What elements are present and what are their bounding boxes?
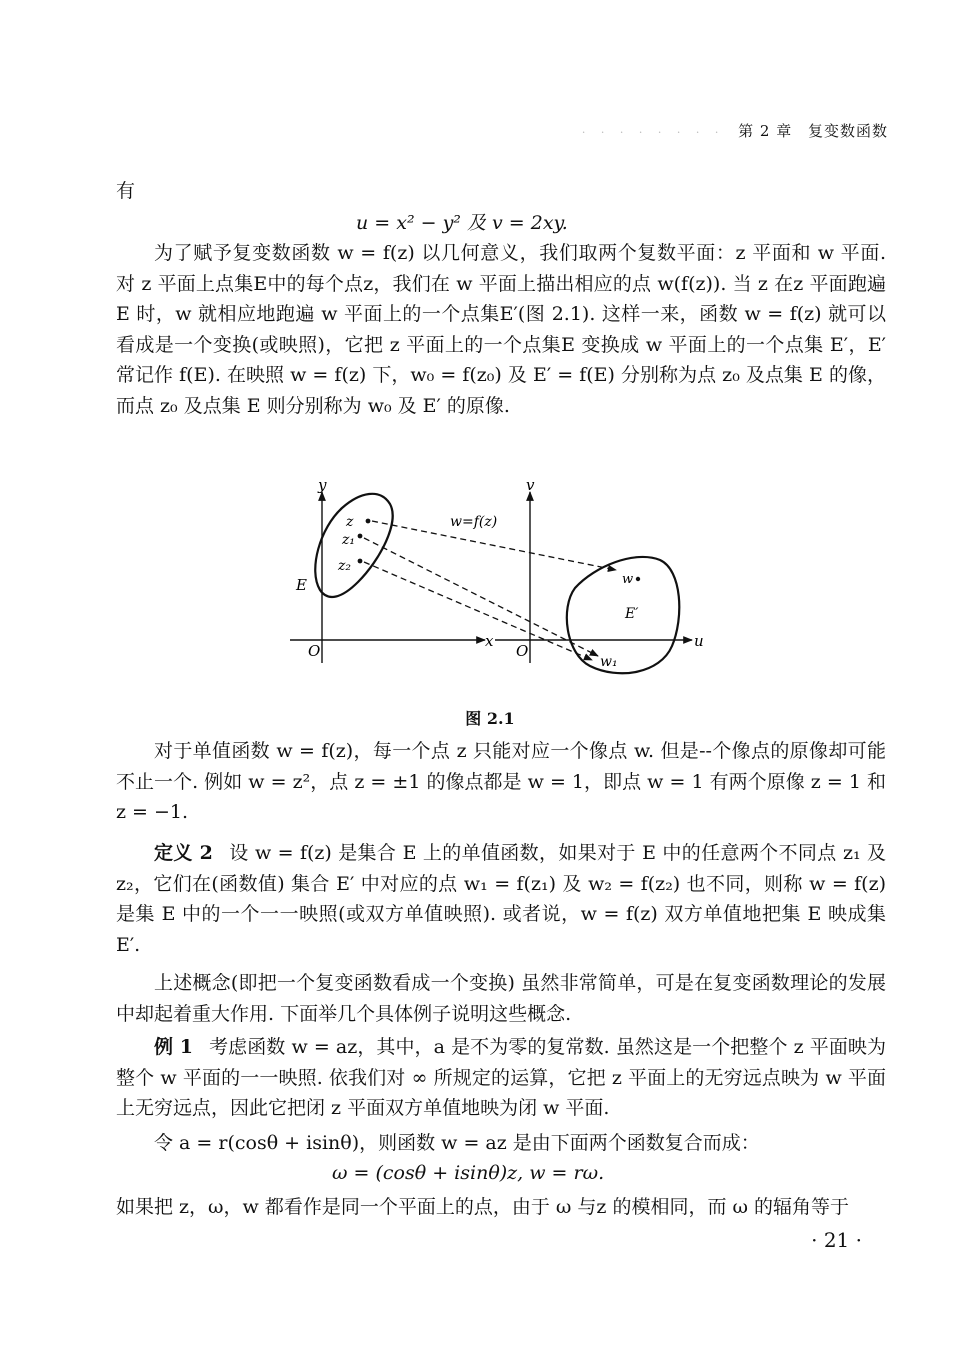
paragraph-concept: 上述概念(即把一个复变函数看成一个变换) 虽然非常简单，可是在复变函数理论的发展中却起着重大作用. 下面举几个具体例子说明这些概念.: [116, 972, 886, 1025]
label-z2: z₂: [338, 558, 351, 574]
label-w: w: [622, 572, 634, 587]
point-z: [366, 519, 371, 524]
paragraph-let-a: 令 a = r(cosθ + isinθ)，则函数 w = az 是由下面两个函数复合而成：: [154, 1132, 760, 1154]
text-you: 有: [116, 180, 136, 202]
running-header: [582, 120, 888, 141]
paragraph-example-1: [116, 1032, 886, 1124]
label-y: y: [318, 478, 327, 494]
paragraph-single-valued: 对于单值函数 w = f(z)，每一个点 z 只能对应一个像点 w. 但是--个像点的原像却可能不止一个. 例如 w = z²，点 z = ±1 的像点都是 w = 1，即点 w = 1 有两个原像 z = 1 和 z = −1.: [116, 740, 886, 823]
definition-label: 定义 2: [154, 842, 213, 864]
label-e: E: [296, 576, 307, 594]
label-z1: z₁: [342, 532, 355, 548]
label-e-prime: E′: [625, 606, 639, 622]
equation-omega: ω = (cosθ + isinθ)z, w = rω.: [332, 1162, 605, 1184]
map-arrow-z2: [364, 562, 592, 660]
example-text: 考虑函数 w = az，其中，a 是不为零的复常数. 虽然这是一个把整个 z 平面映为整个 w 平面的一一映照. 依我们对 ∞ 所规定的运算，它把 z 平面上的无穷远点映为 w 平面上无穷远点，因此它把闭 z 平面双方单值地映为闭 w 平面.: [116, 1036, 886, 1119]
point-w: [636, 577, 640, 581]
paragraph-z-omega-w: 如果把 z，ω，w 都看作是同一个平面上的点，由于 ω 与z 的模相同，而 ω 的辐角等于: [116, 1196, 850, 1218]
label-v: v: [526, 478, 535, 494]
header-chapter: 第 2 章: [738, 122, 793, 140]
label-w1: w₁: [600, 654, 618, 670]
map-arrow-z1: [364, 538, 598, 656]
label-origin-right: O: [516, 642, 529, 660]
definition-text: 设 w = f(z) 是集合 E 上的单值函数，如果对于 E 中的任意两个不同点 z₁ 及 z₂，它们在(函数值) 集合 E′ 中对应的点 w₁ = f(z₁) 及 w₂ = f(z₂) 也不同，则称 w = f(z) 是集 E 中的一个一一映照(或双方单值映照). 或者说，w = f(z) 双方单值地把集 E 映成集 E′.: [116, 842, 886, 956]
paragraph-definition-2: [116, 838, 886, 960]
label-u: u: [694, 632, 704, 650]
header-title: 复变数函数: [807, 122, 888, 140]
point-z1: [358, 534, 363, 539]
label-z: z: [346, 514, 354, 530]
label-map: w=f(z): [450, 514, 498, 530]
paragraph-geometric-meaning: 为了赋予复变数函数 w = f(z) 以几何意义，我们取两个复数平面：z 平面和 w 平面. 对 z 平面上点集E中的每个点z，我们在 w 平面上描出相应的点 w(f(z)). 当 z 在z 平面跑遍 E 时，w 就相应地跑遍 w 平面上的一个点集E′(图 2.1). 这样一来，函数 w = f(z) 就可以看成是一个变换(或映照)，它把 z 平面上的一个点集E 变换成 w 平面上的一个点集 E′，E′ 常记作 f(E). 在映照 w = f(z) 下，w₀ = f(z₀) 及 E′ = f(E) 分别称为点 z₀ 及点集 E 的像，而点 z₀ 及点集 E 则分别称为 w₀ 及 E′ 的原像.: [116, 242, 886, 417]
header-dots: · · · · · · · ·: [581, 126, 725, 139]
example-label: 例 1: [154, 1036, 193, 1058]
figure-2-1: [280, 478, 720, 698]
label-x: x: [485, 632, 494, 650]
equation-uv: u = x² − y² 及 v = 2xy.: [356, 212, 568, 234]
point-z2: [358, 559, 363, 564]
figure-caption: 图 2.1: [465, 709, 515, 728]
label-origin-left: O: [308, 642, 321, 660]
page-number: · 21 ·: [811, 1228, 862, 1252]
